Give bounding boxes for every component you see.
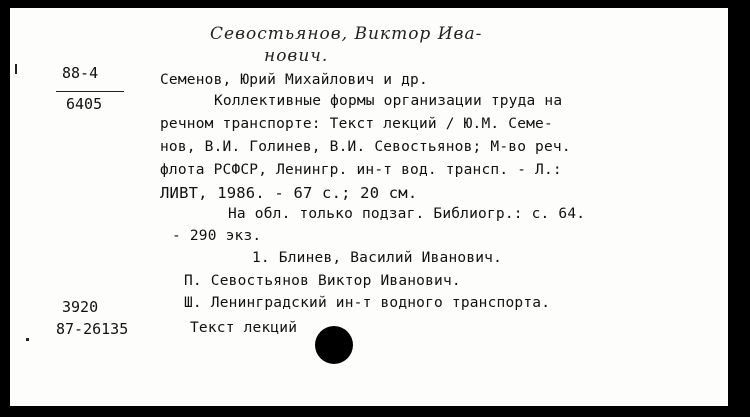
tracing-3: Ш. Ленинградский ин-т водного транспорта. bbox=[184, 295, 551, 311]
title-line-3: нов, В.И. Голинев, В.И. Севостьянов; М-во реч. bbox=[160, 139, 571, 155]
catalog-card bbox=[10, 8, 728, 406]
shelf-mark-bottom: 6405 bbox=[66, 95, 103, 113]
handwritten-note-line2: нович. bbox=[264, 46, 329, 66]
note-line-1: На обл. только подзаг. Библиогр.: с. 64. bbox=[228, 206, 586, 222]
author-heading: Семенов, Юрий Михайлович и др. bbox=[160, 72, 428, 88]
shelf-mark-divider bbox=[56, 91, 124, 92]
title-line-1: Коллективные формы организации труда на bbox=[214, 93, 563, 109]
shelf-mark-top: 88-4 bbox=[62, 64, 99, 82]
footer-code-2: 87-26135 bbox=[56, 320, 129, 338]
punch-hole-dot bbox=[315, 326, 353, 364]
title-line-4: флота РСФСР, Ленингр. ин-т вод. трансп. - Л.: bbox=[160, 162, 562, 178]
left-edge-mark bbox=[15, 64, 17, 74]
tracing-2: П. Севостьянов Виктор Иванович. bbox=[184, 273, 461, 289]
left-edge-dot bbox=[26, 338, 29, 341]
tracing-4: Текст лекций bbox=[190, 320, 298, 336]
tracing-1: 1. Блинев, Василий Иванович. bbox=[252, 250, 503, 266]
handwritten-note-line1: Севостьянов, Виктор Ива- bbox=[210, 24, 483, 44]
note-line-2: - 290 экз. bbox=[172, 228, 262, 244]
footer-code-1: 3920 bbox=[62, 298, 99, 316]
title-line-2: речном транспорте: Текст лекций / Ю.М. Семе- bbox=[160, 116, 553, 132]
title-line-5: ЛИВТ, 1986. - 67 с.; 20 см. bbox=[160, 184, 418, 202]
